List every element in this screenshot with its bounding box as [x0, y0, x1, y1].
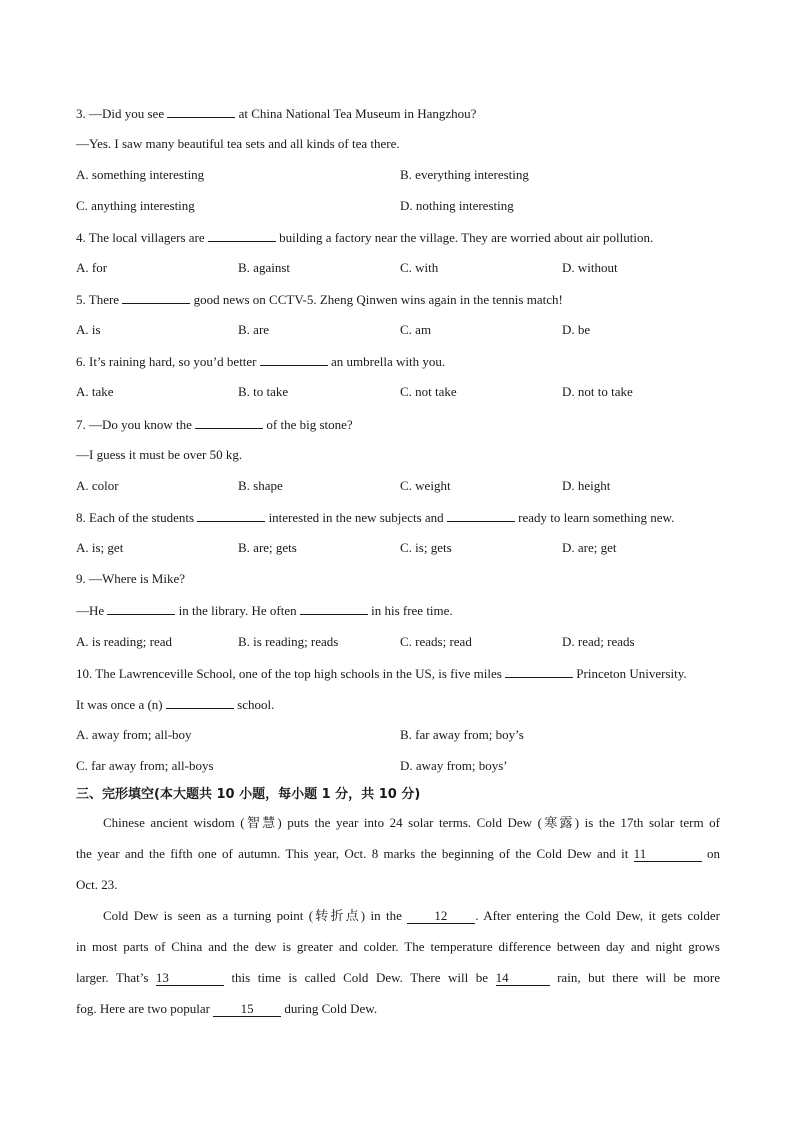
option-c: C. anything interesting	[76, 198, 195, 213]
answer-blank	[260, 353, 328, 366]
option-c: C. reads; read	[400, 634, 472, 649]
option-c: C. is; gets	[400, 540, 452, 555]
option-a: A. for	[76, 260, 108, 275]
passage-line: Oct. 23.	[76, 877, 118, 892]
option-a: A. is; get	[76, 540, 124, 555]
option-d: D. nothing interesting	[400, 198, 514, 213]
option-a: A. is	[76, 322, 101, 337]
option-a: A. away from; all-boy	[76, 727, 192, 742]
option-d: D. not to take	[562, 384, 633, 399]
option-c: C. am	[400, 322, 432, 337]
option-b: B. is reading; reads	[238, 634, 339, 649]
option-a: A. take	[76, 384, 114, 399]
question-7-reply: —I guess it must be over 50 kg.	[76, 447, 243, 462]
option-b: B. to take	[238, 384, 289, 399]
option-d: D. read; reads	[562, 634, 635, 649]
option-c: C. far away from; all-boys	[76, 758, 214, 773]
question-6-stem: 6. It’s raining hard, so you’d better an umbrella with you.	[76, 354, 446, 369]
option-d: D. be	[562, 322, 591, 337]
question-4-stem: 4. The local villagers are building a factory near the village. They are worried about air pollution.	[76, 230, 654, 245]
answer-blank	[166, 696, 234, 709]
option-d: D. without	[562, 260, 618, 275]
answer-blank	[122, 291, 190, 304]
question-10-stem: 10. The Lawrenceville School, one of the top high schools in the US, is five miles Princeton University.	[76, 666, 687, 681]
option-c: C. with	[400, 260, 439, 275]
option-c: C. not take	[400, 384, 457, 399]
answer-blank	[197, 509, 265, 522]
question-10-stem-continued: It was once a (n) school.	[76, 697, 275, 712]
option-b: B. against	[238, 260, 290, 275]
cloze-blank-13: 13	[156, 971, 224, 986]
cloze-blank-14: 14	[496, 971, 550, 986]
passage-line: larger. That’s 13 this time is called Cold Dew. There will be 14 rain, but there will be more	[76, 970, 720, 985]
answer-blank	[107, 602, 175, 615]
passage-line: fog. Here are two popular 15 during Cold Dew.	[76, 1001, 378, 1016]
option-b: B. are; gets	[238, 540, 297, 555]
answer-blank	[208, 229, 276, 242]
passage-line: in most parts of China and the dew is greater and colder. The temperature difference between day and night grows	[76, 939, 720, 954]
answer-blank	[195, 416, 263, 429]
cloze-blank-15: 15	[213, 1002, 281, 1017]
question-3-stem: 3. —Did you see at China National Tea Museum in Hangzhou?	[76, 106, 477, 121]
answer-blank	[505, 665, 573, 678]
section-heading: 三、完形填空(本大题共 10 小题，每小题 1 分，共 10 分)	[76, 787, 421, 802]
option-a: A. color	[76, 478, 119, 493]
passage-line: Cold Dew is seen as a turning point (转折点) in the 12 . After entering the Cold Dew, it gets colder	[103, 908, 720, 923]
question-9-reply: —He in the library. He often in his free time.	[76, 603, 453, 618]
answer-blank	[447, 509, 515, 522]
question-5-stem: 5. There good news on CCTV-5. Zheng Qinwen wins again in the tennis match!	[76, 292, 563, 307]
option-b: B. far away from; boy’s	[400, 727, 524, 742]
option-a: A. something interesting	[76, 167, 205, 182]
passage-line: Chinese ancient wisdom (智慧) puts the year into 24 solar terms. Cold Dew (寒露) is the 17th solar term of	[103, 815, 720, 830]
option-d: D. height	[562, 478, 611, 493]
option-d: D. are; get	[562, 540, 617, 555]
passage-line: the year and the fifth one of autumn. This year, Oct. 8 marks the beginning of the Cold Dew and it 11 on	[76, 846, 720, 861]
question-7-stem: 7. —Do you know the of the big stone?	[76, 417, 353, 432]
cloze-blank-11: 11	[634, 847, 702, 862]
option-d: D. away from; boys’	[400, 758, 508, 773]
question-8-stem: 8. Each of the students interested in the new subjects and ready to learn something new.	[76, 510, 675, 525]
option-b: B. are	[238, 322, 270, 337]
option-b: B. shape	[238, 478, 283, 493]
cloze-blank-12: 12	[407, 909, 475, 924]
answer-blank	[300, 602, 368, 615]
answer-blank	[167, 105, 235, 118]
option-b: B. everything interesting	[400, 167, 529, 182]
question-3-reply: —Yes. I saw many beautiful tea sets and all kinds of tea there.	[76, 136, 400, 151]
question-9-stem: 9. —Where is Mike?	[76, 571, 186, 586]
option-a: A. is reading; read	[76, 634, 173, 649]
option-c: C. weight	[400, 478, 451, 493]
